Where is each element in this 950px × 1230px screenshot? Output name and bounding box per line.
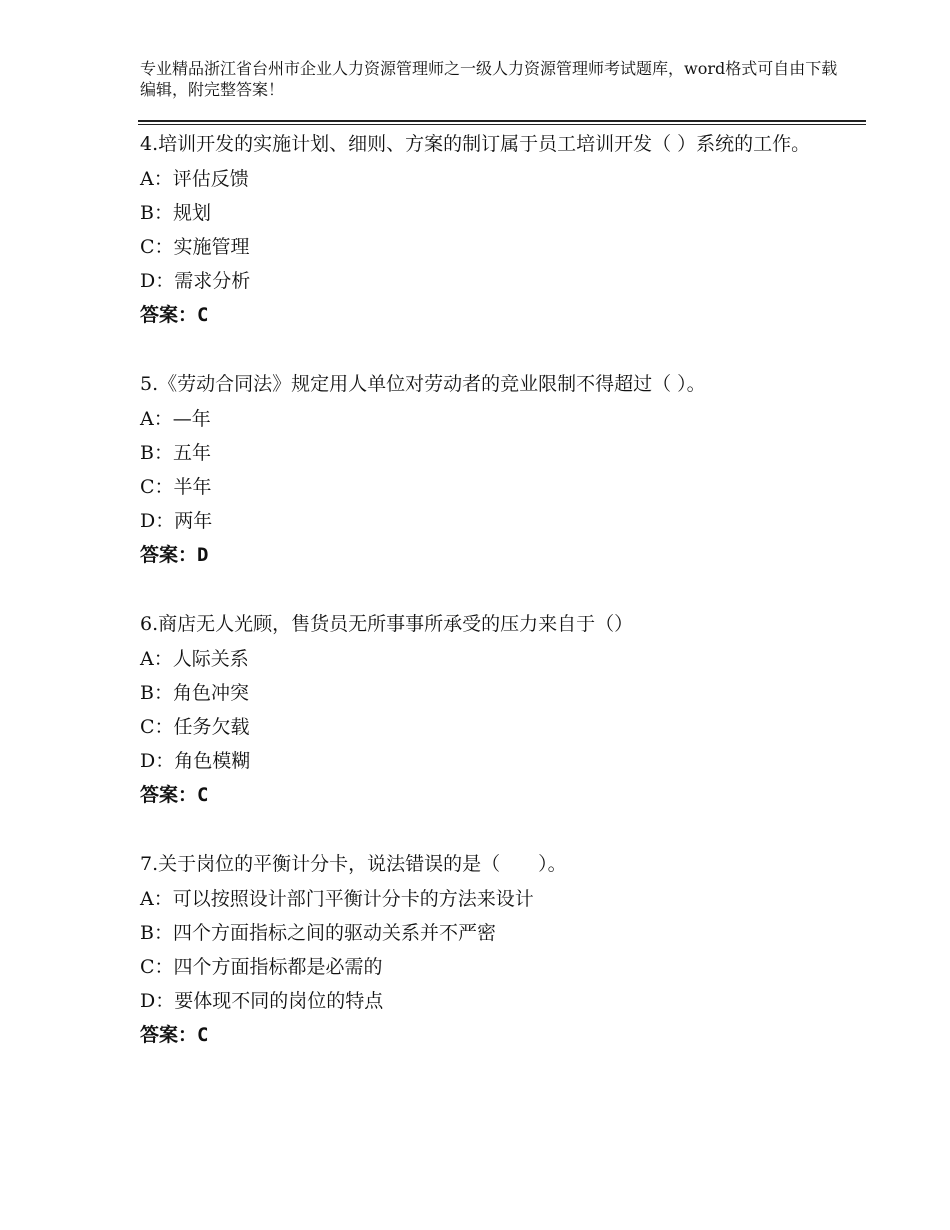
option-a: A：—年 [140, 408, 211, 430]
question-stem: 4.培训开发的实施计划、细则、方案的制订属于员工培训开发（ ）系统的工作。 [140, 133, 811, 155]
answer-label: 答案：C [140, 1024, 209, 1046]
question-item-5 [140, 366, 820, 606]
answer-label: 答案：C [140, 304, 209, 326]
question-list [140, 126, 820, 1052]
option-b: B：五年 [140, 442, 211, 464]
option-d: D：两年 [140, 510, 213, 532]
option-b: B：角色冲突 [140, 682, 249, 704]
answer-label: 答案：C [140, 784, 209, 806]
option-a: A：可以按照设计部门平衡计分卡的方法来设计 [140, 888, 534, 910]
question-item-7 [140, 846, 820, 1052]
question-item-6 [140, 606, 820, 846]
option-b: B：四个方面指标之间的驱动关系并不严密 [140, 922, 496, 944]
answer-label: 答案：D [140, 544, 209, 566]
option-c: C：半年 [140, 476, 212, 498]
header-title: 专业精品浙江省台州市企业人力资源管理师之一级人力资源管理师考试题库，word格式可自由下载编辑，附完整答案！ [140, 59, 838, 99]
question-item-4 [140, 126, 820, 366]
option-d: D：角色模糊 [140, 750, 251, 772]
option-d: D：需求分析 [140, 270, 251, 292]
question-spacer [140, 812, 820, 846]
option-c: C：四个方面指标都是必需的 [140, 956, 383, 978]
document-header [140, 58, 840, 100]
question-spacer [140, 572, 820, 606]
option-c: C：任务欠载 [140, 716, 250, 738]
option-b: B：规划 [140, 202, 211, 224]
option-a: A：人际关系 [140, 648, 249, 670]
option-c: C：实施管理 [140, 236, 250, 258]
header-divider [138, 120, 866, 125]
question-stem: 7.关于岗位的平衡计分卡，说法错误的是（ ）。 [140, 853, 567, 875]
option-d: D：要体现不同的岗位的特点 [140, 990, 384, 1012]
question-stem: 5.《劳动合同法》规定用人单位对劳动者的竞业限制不得超过（ ）。 [140, 373, 706, 395]
question-stem: 6.商店无人光顾，售货员无所事事所承受的压力来自于（） [140, 613, 634, 635]
option-a: A：评估反馈 [140, 168, 249, 190]
question-spacer [140, 332, 820, 366]
